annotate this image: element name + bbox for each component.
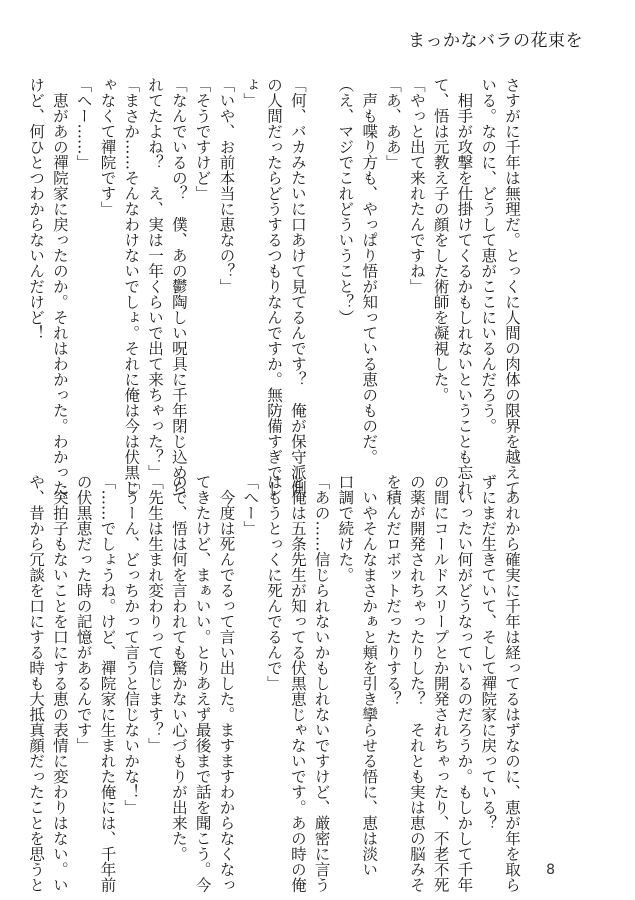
text-line: 今度は死んでるって言い出した。ますますわからなくなっ (217, 474, 236, 893)
running-header: まっかなバラの花束を (408, 31, 583, 51)
text-line: （え、マジでこれどういうこと？） (336, 77, 355, 325)
text-line: 口調で続けた。 (336, 474, 355, 583)
text-line: れてたよね？ え、実は一年くらいで出て来ちゃった？」 (146, 77, 165, 480)
text-line: 「……でしょうね。けど、禪院家に生まれた俺には、千年前 (98, 474, 117, 893)
text-line: の人間だったらどうするつもりなんですか。無防備すぎでし (265, 77, 284, 496)
text-line: 「へー」 (241, 474, 260, 536)
text-column-top (27, 77, 523, 496)
text-line: 突拍子もないことを口にする恵の表情に変わりはない。い (50, 474, 69, 893)
text-line: あれから確実に千年は経ってるはずなのに、恵が年を取ら (503, 474, 521, 893)
text-line: 恵があの禪院家に戻ったのか。それはわかった。わかった (50, 77, 69, 496)
text-line: の薬が開発されちゃったりした？ それとも実は恵の脳みそ (407, 474, 426, 893)
text-line: 「何、バカみたいに口あけて見てるんです？ 俺が保守派側 (288, 77, 307, 496)
text-line: や、昔から冗談を口にする時も大抵真顔だったことを思うと (27, 474, 46, 893)
text-line: て、悟は元教え子の顔をした術師を凝視した。 (431, 77, 450, 403)
text-line: てきたけど、まぁいい。とりあえず最後まで話を聞こう。今 (193, 474, 212, 893)
text-line: 相手が攻撃を仕掛けてくるかもしれないということも忘れ (455, 77, 474, 496)
text-line (309, 77, 333, 455)
text-line: の伏黒恵だった時の記憶があるんです」 (74, 474, 93, 753)
text-line: 「そうですけど」 (193, 77, 212, 201)
text-line: 「なんでいるの？ 僕、あの鬱陶しい呪具に千年閉じ込めら (169, 77, 188, 496)
text-line: 「いや、お前本当に恵なの？」 (217, 77, 236, 294)
text-line: を積んだロボットだったりする？ (384, 474, 403, 707)
text-line: いやそんなまさかぁと頬を引き攣らせる悟に、恵は淡い (360, 474, 379, 877)
text-line: と俺は五条先生が知ってる伏黒恵じゃないです。あの時の俺 (288, 474, 307, 893)
text-line: 「あの……信じられないかもしれないですけど、厳密に言う (312, 474, 331, 893)
text-line: 「まさか……そんなわけないでしょ。それに俺は今は伏黒じ (122, 77, 141, 496)
text-line: いる。なのに、どうして恵がここにいるんだろう。 (479, 77, 498, 434)
text-line: ずにまだ生きていて、そして禪院家に戻っている？ (479, 474, 498, 831)
text-line: けど、何ひとつわからないんだけど！ (27, 77, 46, 341)
text-line: 声も喋り方も、やっぱり悟が知っている恵のものだ。 (360, 77, 379, 465)
text-line: 「あ、ああ」 (384, 77, 403, 170)
page-number: 8 (546, 862, 555, 878)
text-line: ゃなくて禪院です」 (98, 77, 117, 217)
text-line: 「うーん、どっちかって言うと信じないかな！」 (122, 474, 141, 815)
text-line: の間にコールドスリープとか開発されちゃったり、不老不死 (431, 474, 450, 893)
text-line: 「先生は生まれ変わりって信じます？」 (146, 474, 165, 753)
text-line: 「へー……」 (74, 77, 93, 170)
text-line: いったい何がどうなっているのだろうか。もしかして千年 (455, 474, 474, 893)
text-line: ので、悟は何を言われても驚かない心づもりが出来た。 (169, 474, 188, 862)
text-column-bottom (27, 474, 523, 893)
text-line: 「やっと出て来れたんですね」 (407, 77, 426, 294)
text-line: さすがに千年は無理だ。とっくに人間の肉体の限界を越えて (503, 77, 521, 496)
text-line: ょ」 (241, 77, 260, 108)
text-line: はもうとっくに死んでるんで」 (265, 474, 284, 691)
